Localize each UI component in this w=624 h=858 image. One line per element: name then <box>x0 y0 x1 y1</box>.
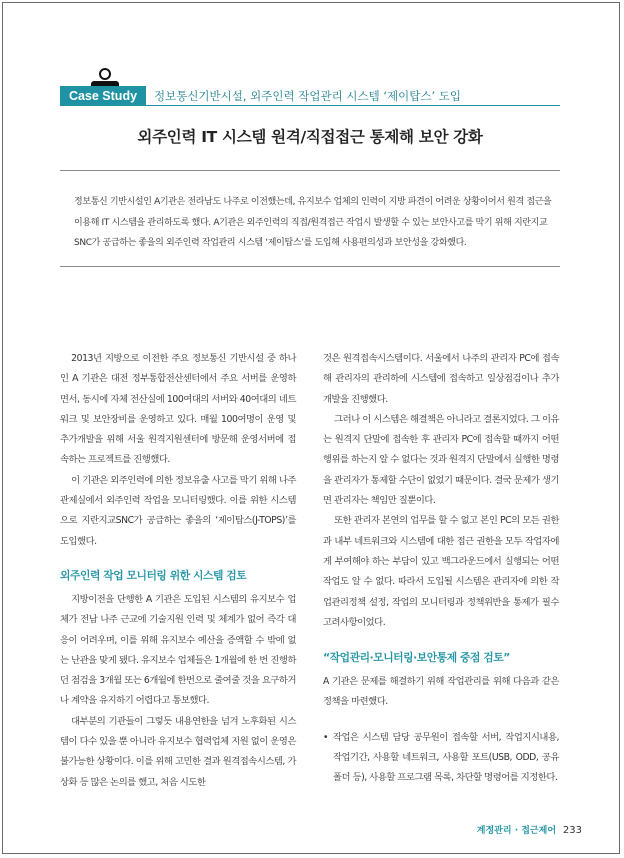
bullet-item <box>323 728 559 789</box>
intro-top-rule <box>60 170 560 171</box>
right-column <box>323 349 559 789</box>
intro-paragraph: 정보통신 기반시설인 A기관은 전라남도 나주로 이전했는데, 유지보수 업체의 인력이 지방 파견이 어려운 상황이어서 원격 접근을 이용해 IT 시스템을 관리하도록 했다. A기관은 외주인력의 직접/원격접근 작업시 발생할 수 있는 보안사고를 막기 위해 지란지교SNC가 공급하는 좋을의 외주인력 작업관리 시스템 ‘제이탑스’를 도입해 사용편의성과 보안성을 강화했다. <box>74 197 552 248</box>
body-paragraph: 것은 원격접속시스템이다. 서울에서 나주의 관리자 PC에 접속해 관리자의 관리하에 시스템에 접속하고 일상점검이나 추가개발을 진행했다. <box>323 353 559 405</box>
bullet-text: 작업은 시스템 담당 공무원이 접속할 서버, 작업지시내용, 작업기간, 사용할 네트워크, 사용할 포트(USB, ODD, 공유폴더 등), 사용할 프로그램 목록, 차단할 명령어를 지정한다. <box>333 731 559 784</box>
case-study-header <box>60 86 560 106</box>
body-paragraph: 또한 관리자 본연의 업무를 할 수 없고 본인 PC의 모든 권한과 내부 네트워크와 시스템에 대한 접근 권한을 모두 작업자에게 부여해야 하는 부담이 있고 백그라운드에서 실행되는 어떤 작업도 알 수 없다. 따라서 도입될 시스템은 관리자에 의한 작업관리정책 설정, 작업의 모니터링과 정책위반을 통제가 필수 고려사항이었다. <box>323 515 559 628</box>
section-heading: 외주인력 작업 모니터링 위한 시스템 검토 <box>60 568 247 582</box>
body-paragraph: A 기관은 문제를 해결하기 위해 작업관리를 위해 다음과 같은 정책을 마련했다. <box>323 676 559 708</box>
page-footer <box>477 823 582 836</box>
section-heading: “작업관리·모니터링·보안통제 중점 검토” <box>323 651 510 665</box>
body-paragraph: 이 기관은 외주인력에 의한 정보유출 사고를 막기 위해 나주 관제실에서 외주인력 작업을 모니터링했다. 이를 위한 시스템으로 지란지교SNC가 공급하는 좋을의 ‘제이탑스(J-TOPS)’를 도입했다. <box>60 474 296 547</box>
footer-section: 계정관리 · 접근제어 <box>476 826 557 836</box>
page-title: 외주인력 IT 시스템 원격/직접접근 통제해 보안 강화 <box>137 128 483 146</box>
left-column <box>60 349 296 793</box>
case-study-underline <box>146 105 560 106</box>
case-study-label: Case Study <box>60 86 146 106</box>
bullet-dot-icon: • <box>323 731 329 743</box>
intro-bottom-rule <box>60 266 560 267</box>
body-paragraph: 2013년 지방으로 이전한 주요 정보통신 기반시설 중 하나인 A 기관은 대전 정부통합전산센터에서 주요 서버를 운영하면서, 동시에 자체 전산실에 100여대의 서버와 40여대의 네트워크 및 보안장비를 운영하고 있다. 매월 100여명이 운영 및 추가개발을 위해 서울 원격지원센터에 방문해 운영서버에 접속하는 프로젝트를 진행했다. <box>60 353 296 466</box>
case-study-title: 정보통신기반시설, 외주인력 작업관리 시스템 ‘제이탑스’ 도입 <box>154 89 461 103</box>
page-number: 233 <box>562 825 582 836</box>
body-paragraph: 지방이전을 단행한 A 기관은 도입된 시스템의 유지보수 업체가 전남 나주 근교에 기술지원 인력 및 체계가 없어 즉각 대응이 어려우며, 이를 위해 유지보수 예산을 증액할 수 밖에 없는 난관을 맞게 됐다. 유지보수 업체들은 1개월에 한 번 진행하던 점검을 3개월 또는 6개월에 한번으로 줄여줄 것을 요구하거나 계약을 유지하기 어렵다고 통보했다. <box>60 593 296 707</box>
body-paragraph: 대부분의 기관들이 그렇듯 내용연한을 넘겨 노후화된 시스템이 다수 있을 뿐 아니라 유지보수 협력업체 지원 없이 운영은 불가능한 상황이다. 이를 위해 고민한 결과 원격접속시스템, 가상화 등 많은 논의를 했고, 처음 시도한 <box>60 715 296 788</box>
body-paragraph: 그러나 이 시스템은 해결책은 아니라고 결론지었다. 그 이유는 원격지 단말에 접속한 후 관리자 PC에 접속할 때까지 어떤 행위를 하는지 알 수 없다는 것과 원격지 단말에서 실행한 명령을 관리자가 통제할 수단이 없었기 때문이다. 결국 문제가 생기면 관리자는 책임만 질뿐이다. <box>323 413 559 507</box>
